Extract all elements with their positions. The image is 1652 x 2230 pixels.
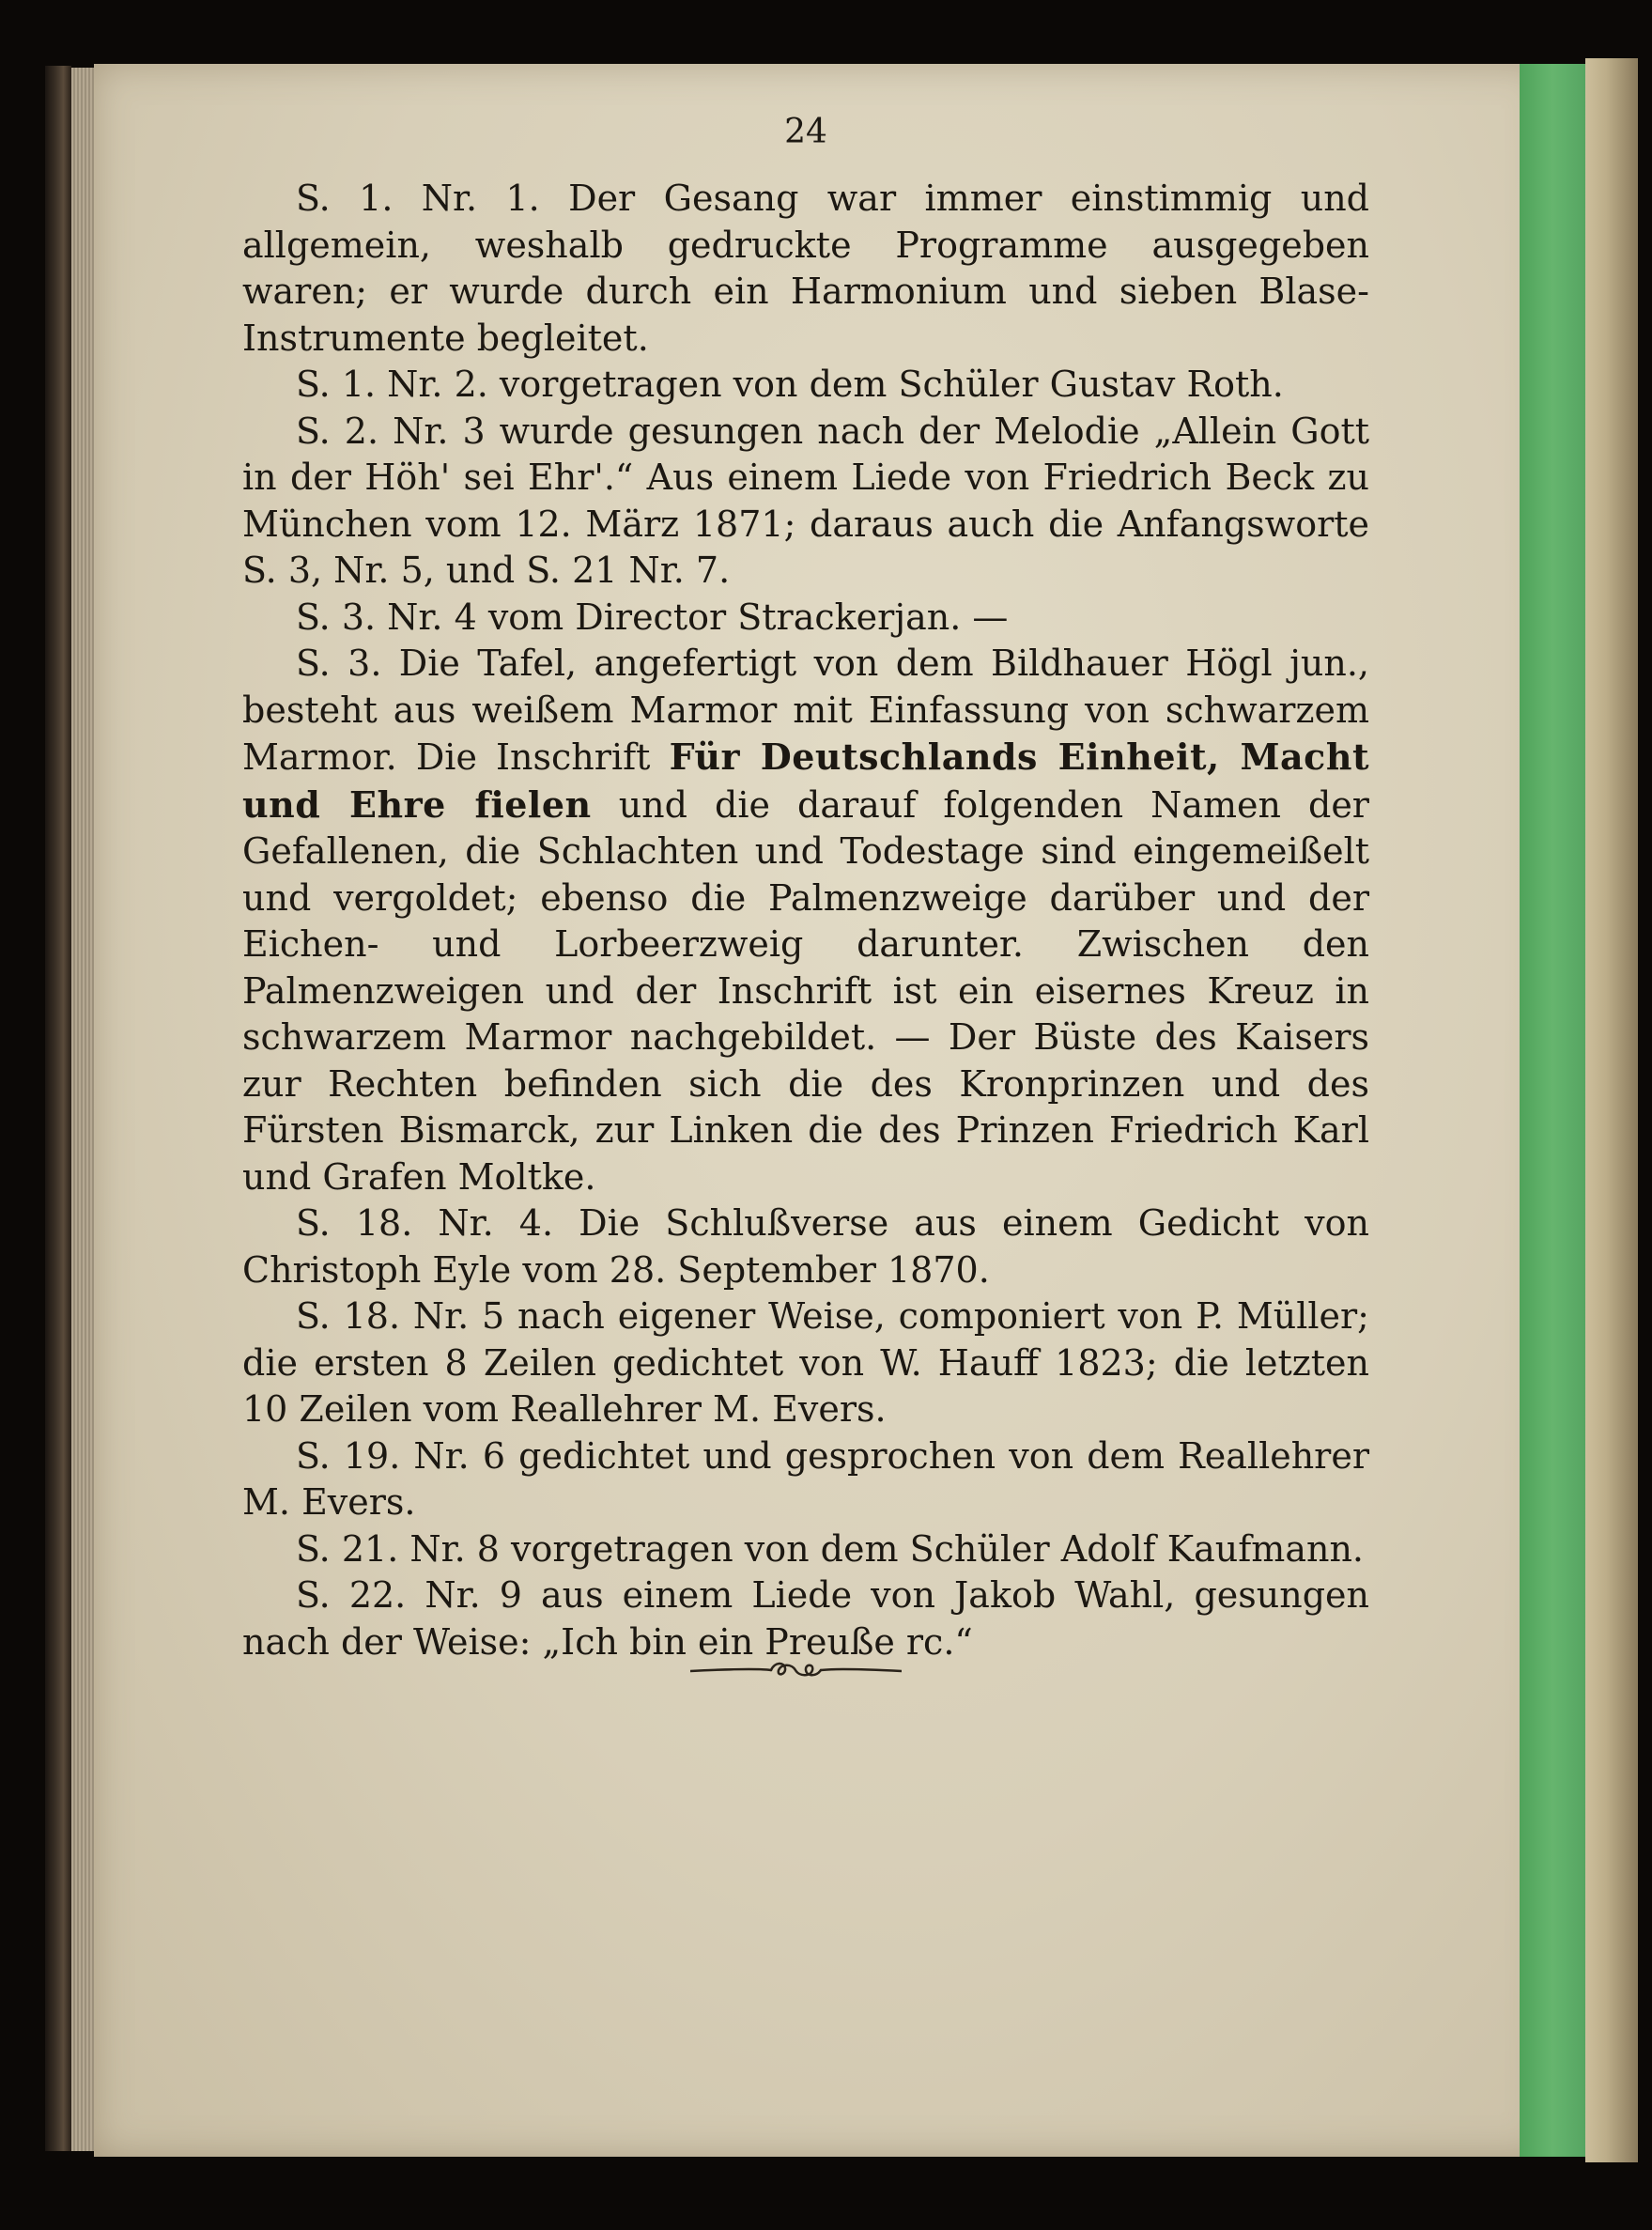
- page-number: 24: [784, 113, 827, 151]
- paragraph-s3-nr4: S. 3. Nr. 4 vom Director Strackerjan. —: [296, 596, 1009, 638]
- paragraph-s18-nr4: S. 18. Nr. 4. Die Schlußverse aus einem Gedicht von Christoph Eyle vom 28. September 1870.: [242, 1202, 1369, 1291]
- paragraph-tafel: [242, 641, 1369, 1200]
- page-text-block: [242, 113, 1369, 1665]
- book-cover-edge: [1585, 58, 1638, 2162]
- book-spine-edge: [45, 66, 71, 2151]
- paragraph-s2-nr3: S. 2. Nr. 3 wurde gesungen nach der Melodie „Allein Gott in der Höh' sei Ehr'.“ Aus einem Liede von Friedrich Beck zu München vom 12. März 1871; daraus auch die Anfangsworte S. 3, Nr. 5, und S. 21 Nr. 7.: [242, 410, 1369, 591]
- paragraph-s1-nr2: S. 1. Nr. 2. vorgetragen von dem Schüler Gustav Roth.: [296, 364, 1284, 405]
- tafel-text-before: S. 3. Die Tafel, angefertigt von dem Bildhauer Högl jun., besteht aus weißem Marmor mit Einfassung von schwarzem Marmor. Die Inschrift: [242, 643, 1369, 778]
- paragraph-s22-nr9: S. 22. Nr. 9 aus einem Liede von Jakob Wahl, gesungen nach der Weise: „Ich bin ein Preuße rc.“: [242, 1574, 1369, 1663]
- paragraph-s1-nr1: S. 1. Nr. 1. Der Gesang war immer einstimmig und allgemein, weshalb gedruckte Programme ausgegeben waren; er wurde durch ein Harmonium und sieben Blase-Instrumente begleitet.: [242, 178, 1369, 359]
- flourish-divider-icon: [690, 1656, 902, 1684]
- paragraph-s19-nr6: S. 19. Nr. 6 gedichtet und gesprochen von dem Reallehrer M. Evers.: [242, 1434, 1369, 1523]
- paragraph-s18-nr5: S. 18. Nr. 5 nach eigener Weise, componiert von P. Müller; die ersten 8 Zeilen gedichtet von W. Hauff 1823; die letzten 10 Zeilen vom Reallehrer M. Evers.: [242, 1295, 1369, 1430]
- paragraph-s21-nr8: S. 21. Nr. 8 vorgetragen von dem Schüler Adolf Kaufmann.: [296, 1527, 1364, 1570]
- tafel-text-after: und die darauf folgenden Namen der Gefallenen, die Schlachten und Todestage sind eingemeißelt und vergoldet; ebenso die Palmenzweige darüber und der Eichen- und Lorbeerzweig darunter. Zwischen den Palmenzweigen und der Inschrift ist ein eisernes Kreuz in schwarzem Marmor nachgebildet. — Der Büste des Kaisers zur Rechten befinden sich die des Kronprinzen und des Fürsten Bismarck, zur Linken die des Prinzen Friedrich Karl und Grafen Moltke.: [242, 783, 1369, 1198]
- tafel-inscription: Für Deutschlands Einheit, Macht und Ehre fielen: [242, 736, 1369, 826]
- green-binding-strip: [1520, 64, 1585, 2157]
